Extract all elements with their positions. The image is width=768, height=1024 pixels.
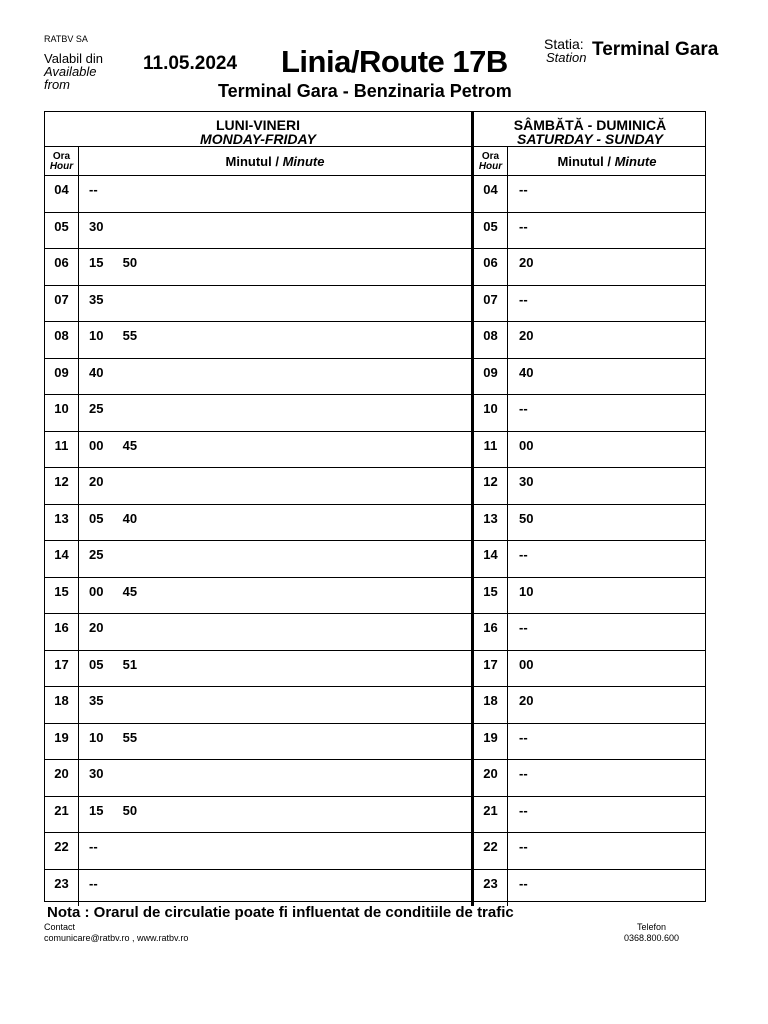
- hour-label-ro: Ora: [52, 151, 71, 162]
- minutes-cell: 00 45: [89, 583, 138, 599]
- hour-cell: 05: [474, 213, 508, 249]
- minutes-cell: --: [519, 766, 528, 781]
- weekend-row: [474, 541, 706, 578]
- phone-block: [624, 922, 679, 944]
- hour-cell: 13: [474, 505, 508, 541]
- hour-label-en: Hour: [49, 161, 74, 172]
- weekend-subtitle: SATURDAY - SUNDAY: [517, 131, 663, 147]
- hour-cell: 19: [45, 724, 79, 760]
- minutes-cell: 35: [89, 291, 104, 307]
- hour-cell: 08: [45, 322, 79, 358]
- weekday-row: [45, 541, 471, 578]
- minutes-cell: 25: [89, 547, 104, 562]
- minutes-cell: --: [89, 875, 98, 891]
- minutes-cell: --: [519, 401, 528, 416]
- hour-cell: 09: [474, 359, 508, 395]
- hour-cell: 06: [45, 249, 79, 285]
- weekend-row: [474, 213, 706, 250]
- minutes-cell: 30: [89, 766, 104, 781]
- minutes-cell: --: [519, 182, 528, 197]
- minute-label-ro: Minutul /: [557, 154, 611, 169]
- weekday-row: [45, 213, 471, 250]
- weekday-row: [45, 760, 471, 797]
- weekend-row: [474, 870, 706, 907]
- weekend-rows: [474, 176, 706, 906]
- weekday-row: [45, 359, 471, 396]
- hour-cell: 07: [45, 286, 79, 322]
- weekend-header: [474, 112, 706, 147]
- weekday-row: [45, 578, 471, 615]
- minutes-cell: 20: [89, 620, 104, 635]
- weekday-row: [45, 651, 471, 688]
- hour-cell: 18: [45, 687, 79, 723]
- hour-cell: 15: [45, 578, 79, 614]
- weekday-minute-header: [79, 147, 474, 176]
- weekend-row: [474, 249, 706, 286]
- minutes-cell: --: [519, 547, 528, 562]
- hour-cell: 15: [474, 578, 508, 614]
- minutes-cell: --: [519, 291, 528, 307]
- hour-label-ro: Ora: [481, 151, 500, 162]
- hour-cell: 10: [474, 395, 508, 431]
- contact-block: [44, 922, 188, 944]
- minutes-cell: 05 51: [89, 656, 138, 672]
- weekday-row: [45, 322, 471, 359]
- hour-cell: 11: [45, 432, 79, 468]
- weekend-row: [474, 614, 706, 651]
- hour-label-en: Hour: [478, 161, 503, 172]
- hour-cell: 20: [45, 760, 79, 796]
- weekend-hour-header: [474, 147, 508, 176]
- valid-label-ro: Valabil din: [44, 51, 104, 66]
- weekend-row: [474, 724, 706, 761]
- minute-label-en: Minute: [282, 154, 325, 169]
- minutes-cell: 05 40: [89, 510, 138, 526]
- weekend-row: [474, 578, 706, 615]
- station-label-ro: Statia:: [544, 36, 584, 52]
- hour-cell: 08: [474, 322, 508, 358]
- company-name: RATBV SA: [44, 34, 88, 44]
- valid-date: 11.05.2024: [143, 53, 238, 74]
- hour-cell: 10: [45, 395, 79, 431]
- weekend-row: [474, 176, 706, 213]
- valid-label-en-from: from: [44, 77, 70, 92]
- hour-cell: 23: [45, 870, 79, 907]
- hour-cell: 21: [45, 797, 79, 833]
- valid-label-en: Available: [44, 64, 97, 79]
- station-label-en: Station: [546, 50, 587, 65]
- weekday-rows: [45, 176, 474, 906]
- weekend-row: [474, 687, 706, 724]
- phone-label: Telefon: [637, 922, 667, 932]
- hour-cell: 21: [474, 797, 508, 833]
- minutes-cell: --: [89, 839, 98, 854]
- hour-cell: 07: [474, 286, 508, 322]
- minutes-cell: --: [89, 182, 98, 197]
- hour-cell: 13: [45, 505, 79, 541]
- weekday-row: [45, 176, 471, 213]
- phone-value: 0368.800.600: [624, 933, 680, 943]
- weekend-title: SÂMBĂTĂ - DUMINICĂ: [513, 117, 667, 133]
- minutes-cell: 20: [519, 255, 534, 270]
- hour-cell: 04: [474, 176, 508, 212]
- weekday-hour-header: [45, 147, 79, 176]
- weekday-row: [45, 833, 471, 870]
- weekend-row: [474, 505, 706, 542]
- minutes-cell: 10 55: [89, 328, 138, 343]
- minutes-cell: 30: [89, 218, 104, 234]
- minutes-cell: 20: [89, 474, 104, 489]
- weekend-row: [474, 322, 706, 359]
- minutes-cell: --: [519, 802, 528, 818]
- hour-cell: 16: [45, 614, 79, 650]
- hour-cell: 11: [474, 432, 508, 468]
- minutes-cell: --: [519, 875, 528, 891]
- weekend-row: [474, 468, 706, 505]
- hour-cell: 17: [45, 651, 79, 687]
- hour-cell: 12: [474, 468, 508, 504]
- minutes-cell: 00: [519, 656, 534, 672]
- weekday-row: [45, 249, 471, 286]
- minute-label-en: Minute: [614, 154, 657, 169]
- weekday-row: [45, 432, 471, 469]
- weekend-row: [474, 395, 706, 432]
- minutes-cell: 15 50: [89, 255, 138, 270]
- weekday-subtitle: MONDAY-FRIDAY: [200, 131, 316, 147]
- weekday-row: [45, 395, 471, 432]
- minutes-cell: 20: [519, 328, 534, 343]
- contact-value: comunicare@ratbv.ro , www.ratbv.ro: [44, 933, 189, 943]
- hour-cell: 05: [45, 213, 79, 249]
- weekend-row: [474, 651, 706, 688]
- hour-cell: 17: [474, 651, 508, 687]
- route-title: Linia/Route 17B: [281, 44, 508, 79]
- weekday-row: [45, 286, 471, 323]
- weekday-header: [45, 112, 474, 147]
- hour-cell: 23: [474, 870, 508, 907]
- weekend-row: [474, 286, 706, 323]
- hour-cell: 06: [474, 249, 508, 285]
- minutes-cell: 20: [519, 693, 534, 708]
- weekend-row: [474, 432, 706, 469]
- minutes-cell: 25: [89, 401, 104, 416]
- minutes-cell: 40: [89, 364, 104, 380]
- minutes-cell: --: [519, 729, 528, 745]
- weekday-row: [45, 870, 471, 907]
- weekend-row: [474, 359, 706, 396]
- weekend-row: [474, 760, 706, 797]
- weekday-title: LUNI-VINERI: [216, 117, 300, 133]
- route-direction: Terminal Gara - Benzinaria Petrom: [218, 81, 512, 101]
- minutes-cell: 15 50: [89, 802, 138, 818]
- weekday-row: [45, 687, 471, 724]
- weekend-minute-header: [508, 147, 706, 176]
- valid-from-label: [44, 52, 103, 91]
- hour-cell: 20: [474, 760, 508, 796]
- minutes-cell: 50: [519, 510, 534, 526]
- hour-cell: 04: [45, 176, 79, 212]
- minutes-cell: 35: [89, 693, 104, 708]
- minutes-cell: 40: [519, 364, 534, 380]
- minutes-cell: 00 45: [89, 437, 138, 453]
- hour-cell: 12: [45, 468, 79, 504]
- minutes-cell: --: [519, 620, 528, 635]
- station-name: Terminal Gara: [592, 39, 719, 60]
- weekday-row: [45, 614, 471, 651]
- weekday-row: [45, 468, 471, 505]
- weekend-row: [474, 797, 706, 834]
- weekday-row: [45, 724, 471, 761]
- hour-cell: 16: [474, 614, 508, 650]
- hour-cell: 18: [474, 687, 508, 723]
- minutes-cell: --: [519, 839, 528, 854]
- weekday-row: [45, 797, 471, 834]
- hour-cell: 09: [45, 359, 79, 395]
- minute-label-ro: Minutul /: [225, 154, 279, 169]
- minutes-cell: --: [519, 218, 528, 234]
- minutes-cell: 30: [519, 474, 534, 489]
- hour-cell: 22: [474, 833, 508, 869]
- minutes-cell: 10 55: [89, 729, 138, 745]
- hour-cell: 22: [45, 833, 79, 869]
- weekday-row: [45, 505, 471, 542]
- minutes-cell: 10: [519, 583, 534, 599]
- weekend-row: [474, 833, 706, 870]
- contact-label: Contact: [44, 922, 76, 932]
- traffic-note: Nota : Orarul de circulatie poate fi influentat de conditiile de trafic: [47, 904, 514, 921]
- hour-cell: 14: [45, 541, 79, 577]
- hour-cell: 14: [474, 541, 508, 577]
- minutes-cell: 00: [519, 437, 534, 453]
- timetable: [44, 111, 706, 902]
- hour-cell: 19: [474, 724, 508, 760]
